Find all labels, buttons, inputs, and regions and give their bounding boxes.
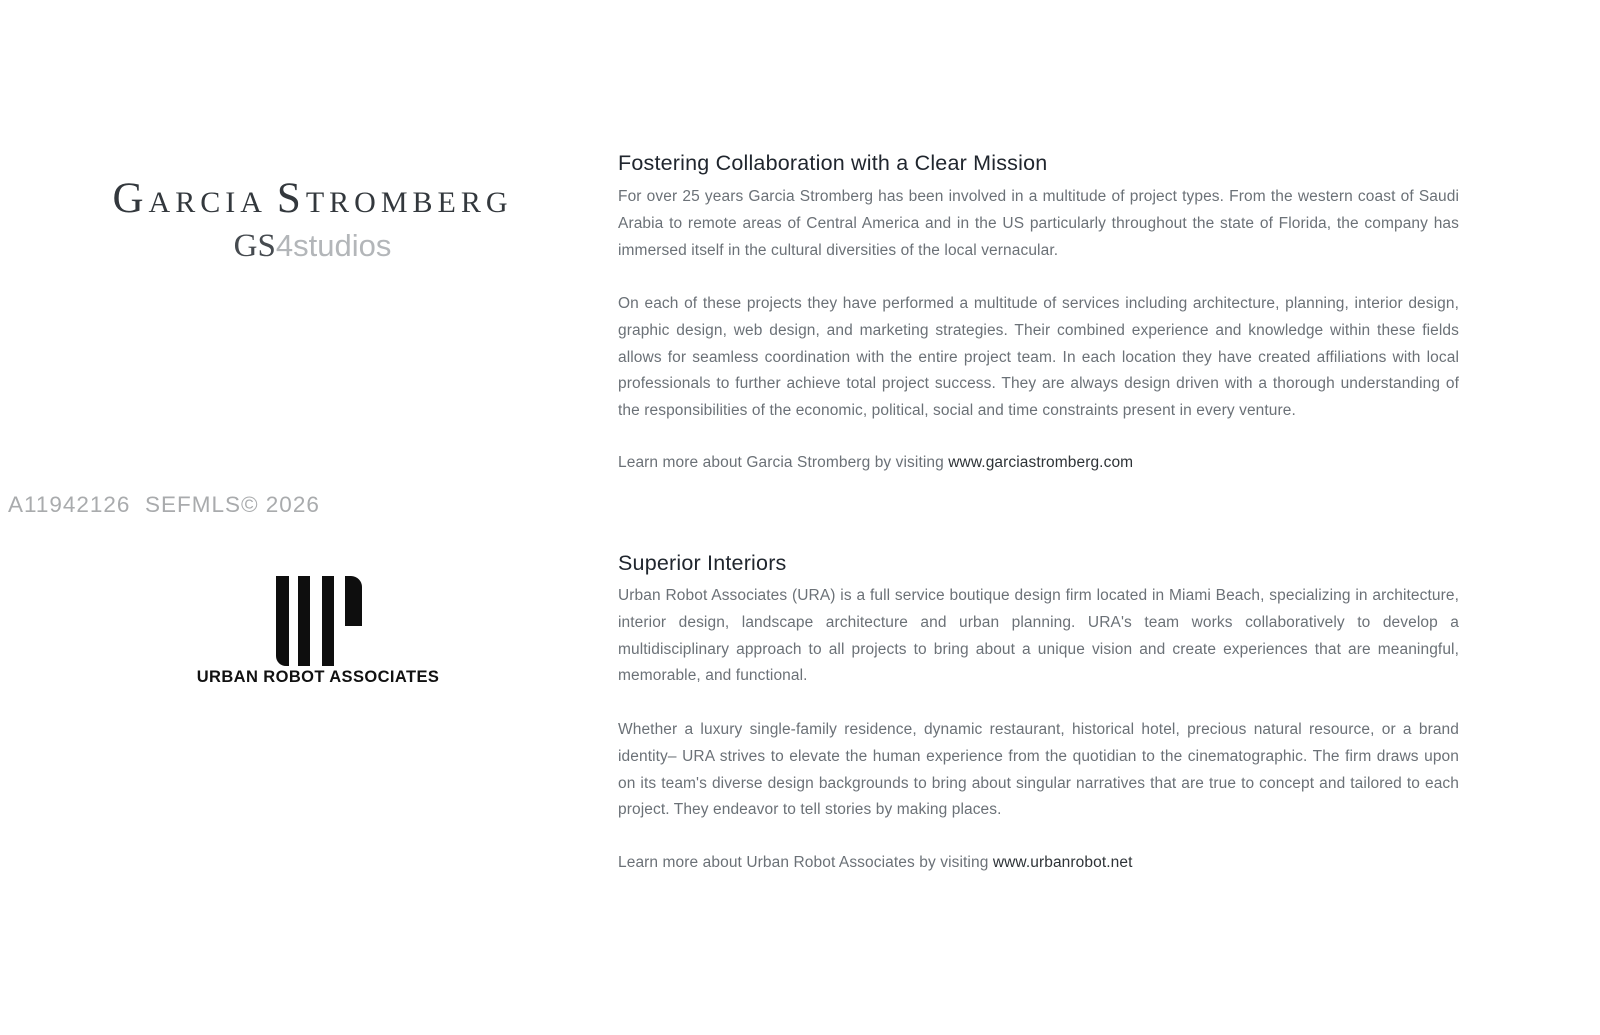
ura-logo-bar	[298, 576, 310, 666]
garcia-learn-more-text: Learn more about Garcia Stromberg by visiting	[618, 454, 949, 471]
ura-logo-bar	[345, 576, 362, 626]
ura-logo-bar	[276, 576, 289, 666]
gs4studios-prefix: GS	[233, 228, 276, 264]
ura-paragraph-1: Urban Robot Associates (URA) is a full service boutique design firm located in Miami Beach, specializing in architecture, interior design, landscape architecture and urban planning. URA's team works collaboratively to develop a multidisciplinary approach to all projects to bring about a unique vision and create experiences that are meaningful, memorable, and functional.	[618, 587, 1459, 685]
section-heading-ura: Superior Interiors	[618, 551, 787, 575]
section-heading-garcia: Fostering Collaboration with a Clear Mission	[618, 151, 1048, 175]
ura-logo-bar	[322, 576, 334, 666]
garcia-website-link[interactable]: www.garciastromberg.com	[948, 454, 1134, 471]
garcia-stromberg-logo	[60, 174, 565, 223]
stromberg-initial: S	[276, 175, 306, 222]
stromberg-rest: TROMBERG	[305, 186, 513, 219]
ura-learn-more-text: Learn more about Urban Robot Associates by visiting	[618, 854, 993, 871]
garcia-rest: ARCIA	[148, 186, 267, 219]
garcia-learn-more	[618, 454, 1459, 472]
urban-robot-logo-label: URBAN ROBOT ASSOCIATES	[196, 668, 440, 686]
gs4studios-logo	[60, 226, 565, 265]
urban-robot-logo-icon	[276, 576, 362, 666]
garcia-initial: G	[112, 175, 149, 222]
mls-watermark: A11942126 SEFMLS© 2026	[8, 492, 320, 517]
ura-learn-more	[618, 854, 1459, 872]
gs4studios-suffix: 4studios	[275, 228, 392, 263]
ura-website-link[interactable]: www.urbanrobot.net	[992, 854, 1133, 871]
ura-paragraph-2: Whether a luxury single-family residence, dynamic restaurant, historical hotel, precious natural resource, or a brand identity– URA strives to elevate the human experience from the quotidian to the cinematographic. The firm draws upon on its team's diverse design backgrounds to bring about singular narratives that are true to concept and tailored to each project. They endeavor to tell stories by making places.	[618, 721, 1459, 819]
garcia-paragraph-1: For over 25 years Garcia Stromberg has been involved in a multitude of project types. From the western coast of Saudi Arabia to remote areas of Central America and in the US particularly throughout the state of Florida, the company has immersed itself in the cultural diversities of the local vernacular.	[618, 188, 1459, 259]
garcia-paragraph-2: On each of these projects they have performed a multitude of services including architecture, planning, interior design, graphic design, web design, and marketing strategies. Their combined experience and knowledge within these fields allows for seamless coordination with the entire project team. In each location they have created affiliations with local professionals to further achieve total project success. They are always design driven with a thorough understanding of the responsibilities of the economic, political, social and time constraints present in every venture.	[618, 295, 1459, 420]
